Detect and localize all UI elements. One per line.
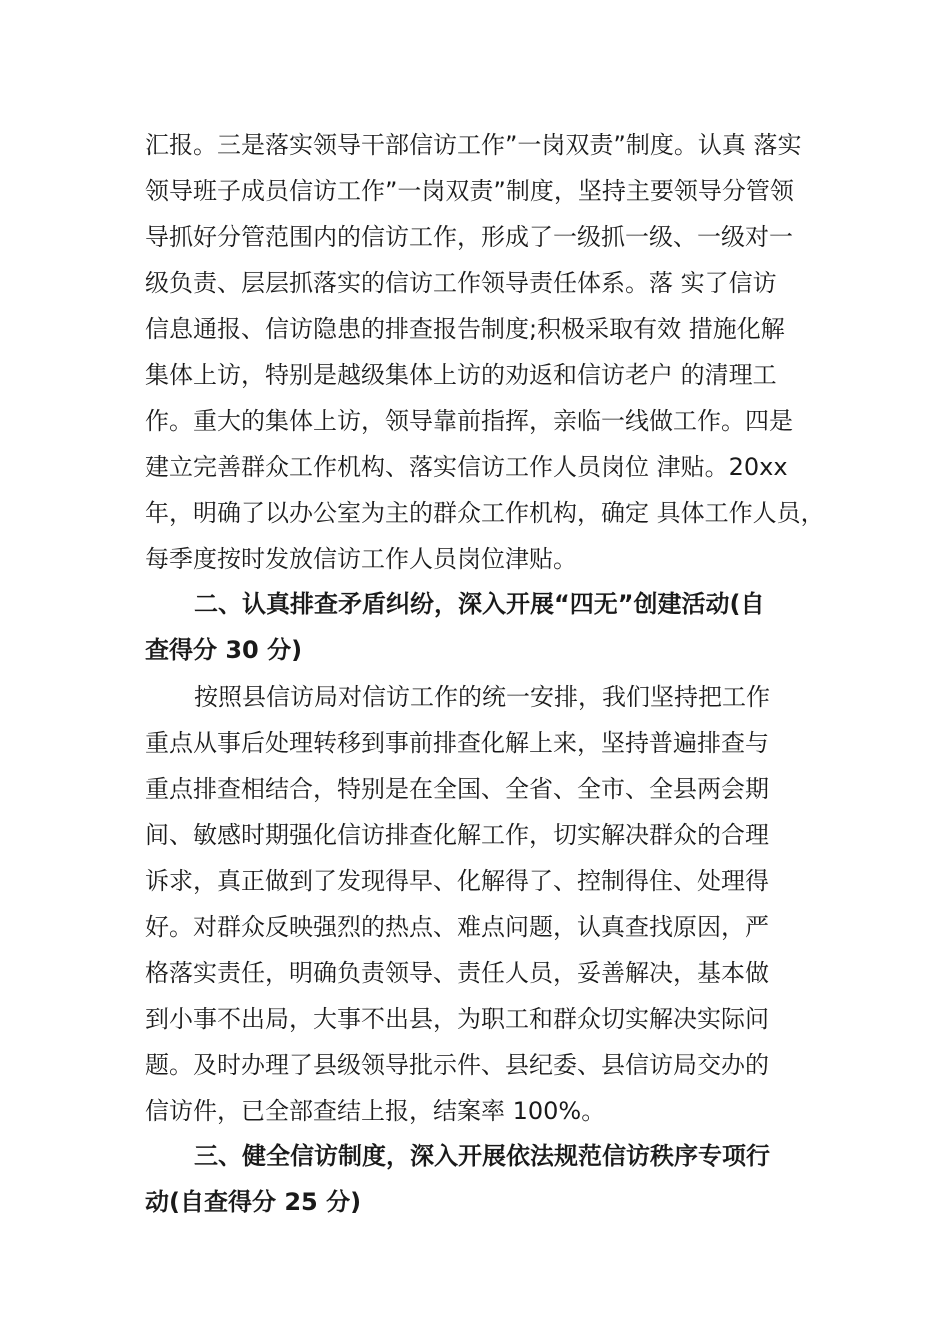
paragraph-line: 信访件，已全部查结上报，结案率 100%。 [145,1097,606,1125]
section-heading: 二、认真排查矛盾纠纷，深入开展“四无”创建活动(自 [194,590,765,618]
paragraph-line: 到小事不出局，大事不出县，为职工和群众切实解决实际问 [145,1005,769,1033]
paragraph-line: 作。重大的集体上访，领导靠前指挥，亲临一线做工作。四是 [145,407,793,435]
section-heading-continuation: 查得分 30 分) [145,636,303,664]
paragraph-line: 间、敏感时期强化信访排查化解工作，切实解决群众的合理 [145,821,769,849]
section-heading-continuation: 动(自查得分 25 分) [145,1188,362,1216]
paragraph-line: 好。对群众反映强烈的热点、难点问题，认真查找原因，严 [145,913,769,941]
paragraph-line: 按照县信访局对信访工作的统一安排，我们坚持把工作 [194,683,770,711]
paragraph-line: 年，明确了以办公室为主的群众工作机构，确定 具体工作人员， [145,499,825,527]
paragraph-line: 诉求，真正做到了发现得早、化解得了、控制得住、处理得 [145,867,769,895]
paragraph-line: 汇报。三是落实领导干部信访工作”一岗双责”制度。认真 落实 [145,131,802,159]
paragraph-line: 信息通报、信访隐患的排查报告制度;积极采取有效 措施化解 [145,315,785,343]
paragraph-line: 重点排查相结合，特别是在全国、全省、全市、全县两会期 [145,775,769,803]
paragraph-line: 重点从事后处理转移到事前排查化解上来，坚持普遍排查与 [145,729,769,757]
section-heading: 三、健全信访制度，深入开展依法规范信访秩序专项行 [194,1142,770,1170]
paragraph-line: 题。及时办理了县级领导批示件、县纪委、县信访局交办的 [145,1051,769,1079]
paragraph-line: 每季度按时发放信访工作人员岗位津贴。 [145,545,577,573]
paragraph-line: 格落实责任，明确负责领导、责任人员，妥善解决，基本做 [145,959,769,987]
paragraph-line: 级负责、层层抓落实的信访工作领导责任体系。落 实了信访 [145,269,777,297]
paragraph-line: 导抓好分管范围内的信访工作，形成了一级抓一级、一级对一 [145,223,793,251]
paragraph-line: 集体上访，特别是越级集体上访的劝返和信访老户 的清理工 [145,361,777,389]
paragraph-line: 建立完善群众工作机构、落实信访工作人员岗位 津贴。20xx [145,453,788,481]
paragraph-line: 领导班子成员信访工作”一岗双责”制度，坚持主要领导分管领 [145,177,794,205]
